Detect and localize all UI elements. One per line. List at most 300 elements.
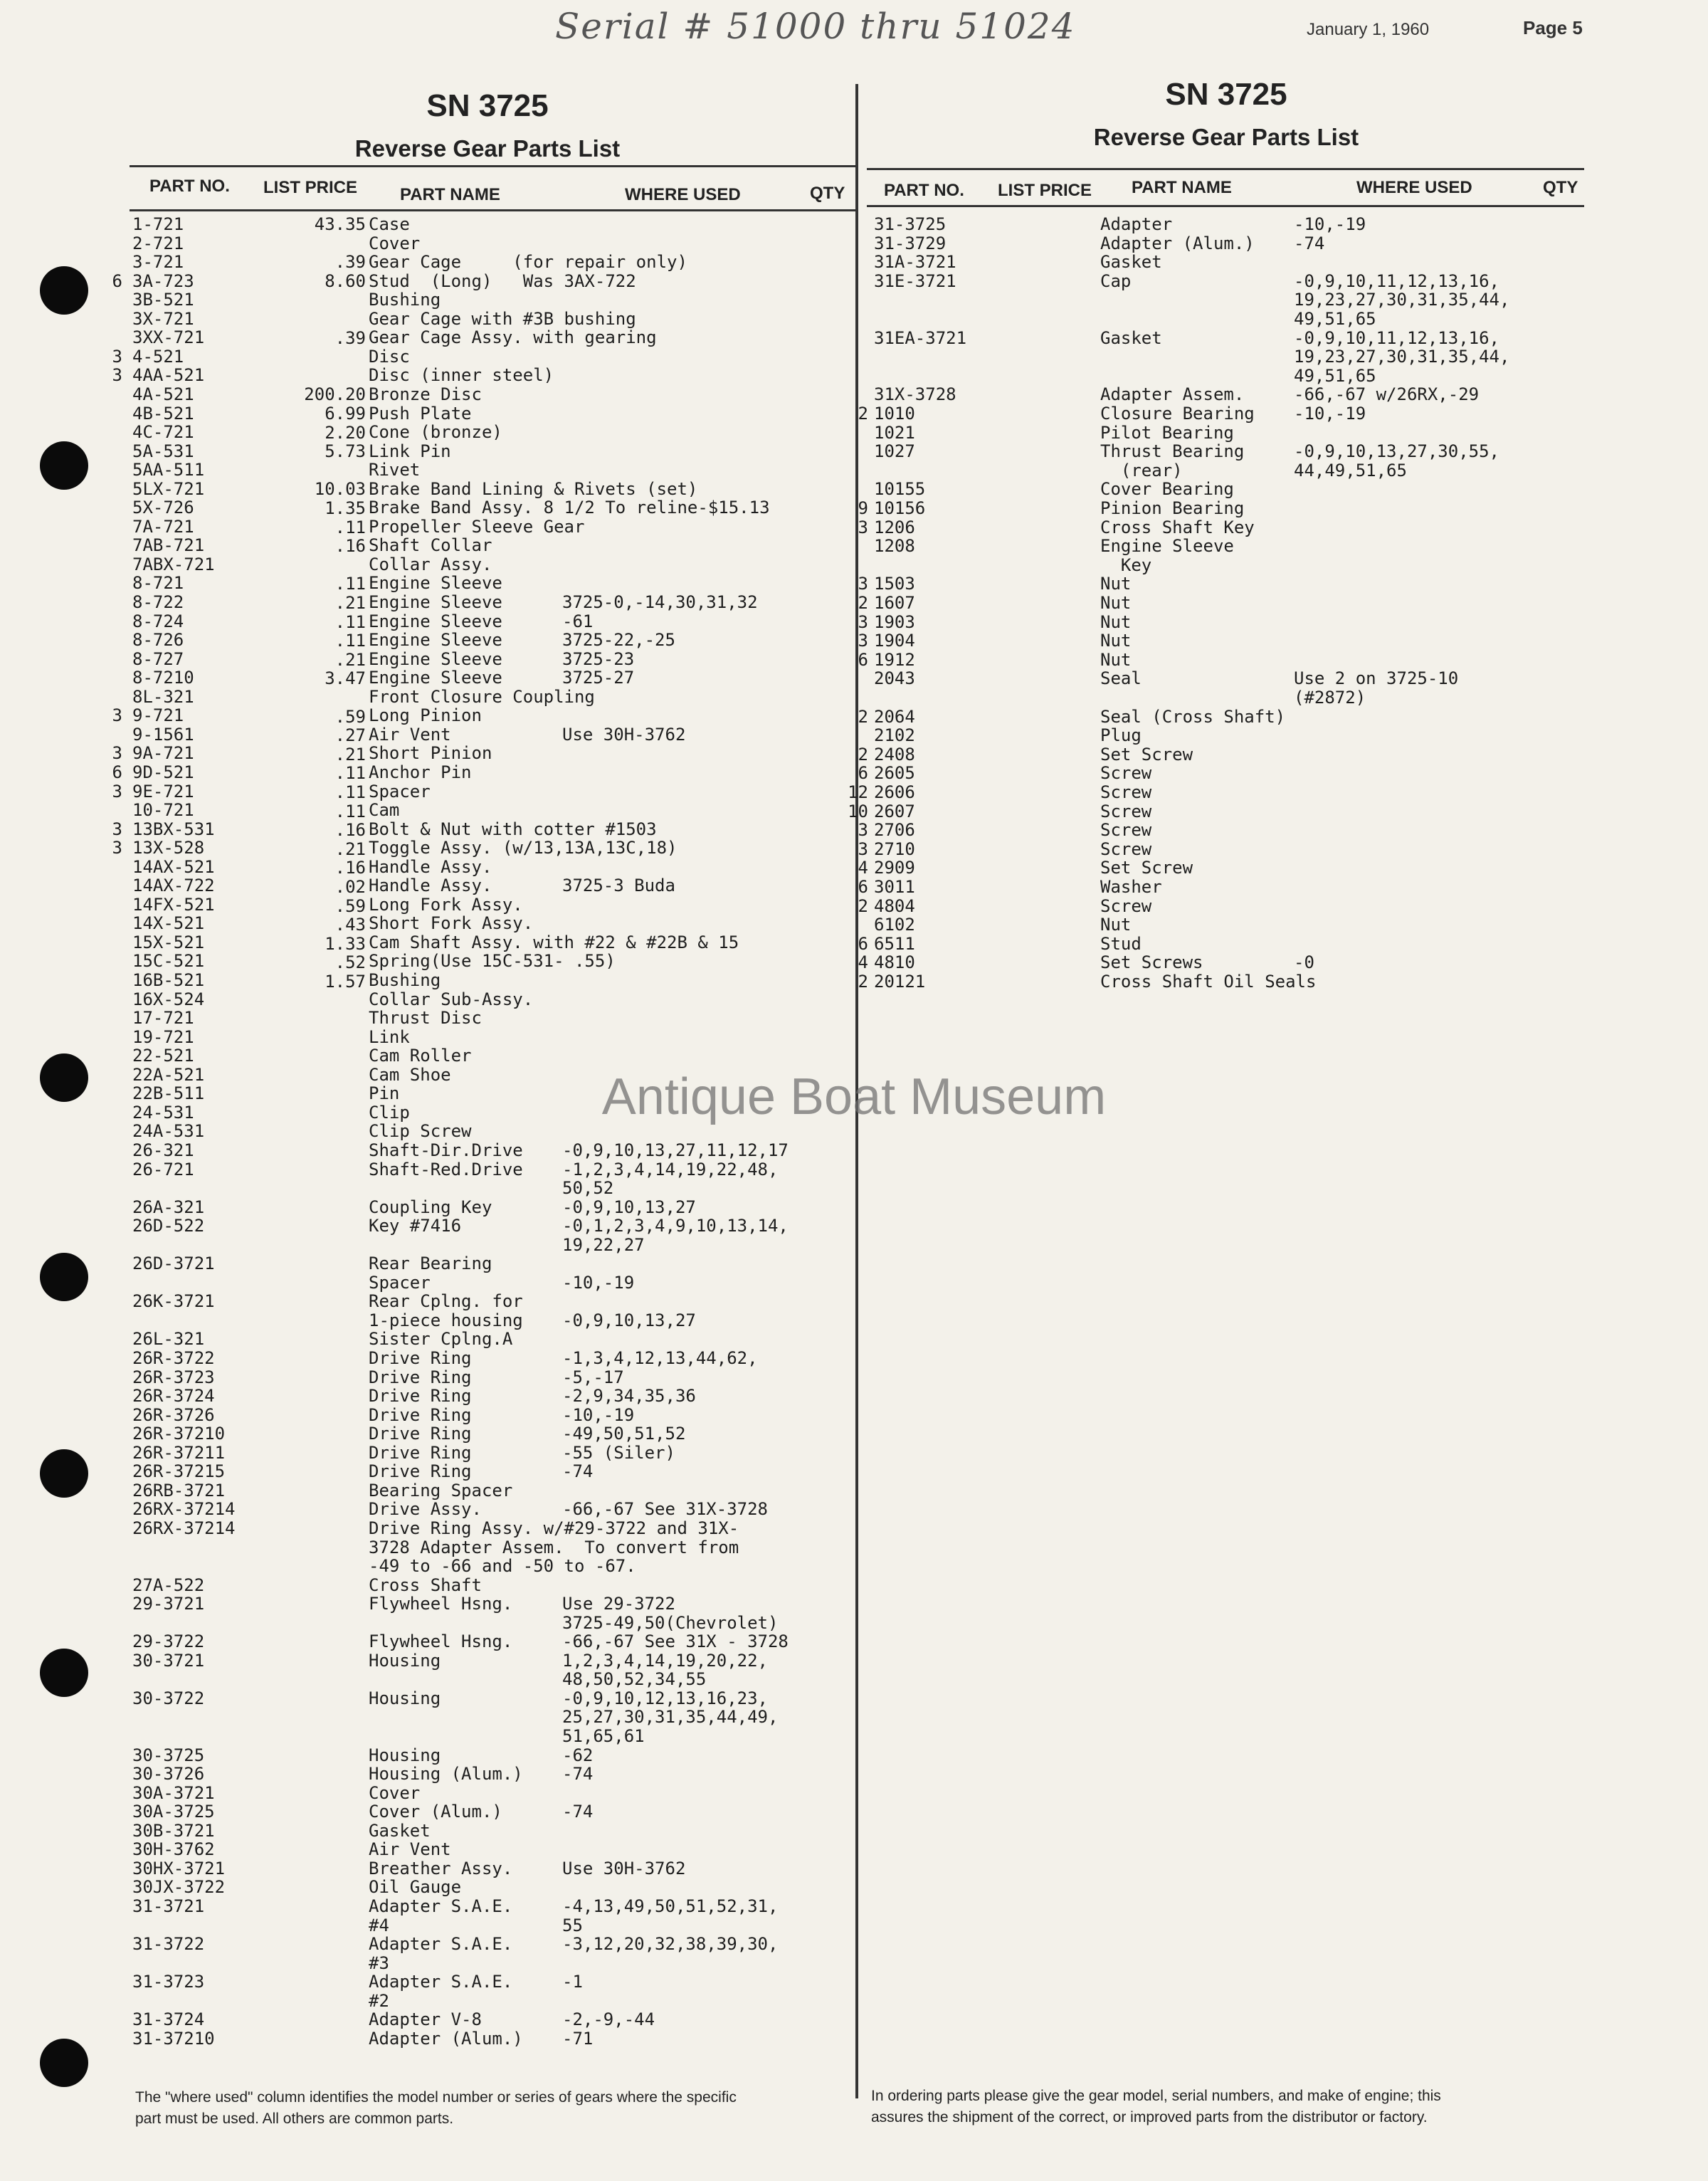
cell-part-no: 14AX-722 <box>132 876 215 896</box>
cell-list-price: .21 <box>334 649 366 670</box>
cell-part-no: 1208 <box>874 536 915 557</box>
cell-list-price: .16 <box>334 820 366 841</box>
cell-part-name: Key <box>1100 555 1152 575</box>
cell-part-no: 26-721 <box>132 1159 194 1179</box>
cell-part-no: 20121 <box>874 972 926 992</box>
cell-part-no: 22B-511 <box>132 1083 205 1104</box>
cell-part-no: 8-7210 <box>132 668 194 688</box>
cell-part-name: Screw <box>1100 801 1152 821</box>
cell-part-no: 1021 <box>874 422 915 443</box>
cell-part-name: Stud <box>1100 933 1142 954</box>
cell-part-no: 19-721 <box>132 1026 194 1047</box>
cell-list-price: .02 <box>334 877 366 897</box>
cell-part-name: Air Vent <box>369 724 451 745</box>
cell-part-name: Adapter S.A.E. <box>369 1896 513 1916</box>
cell-part-name: Key #7416 <box>369 1216 462 1236</box>
cell-where-used: -74 <box>1294 233 1325 253</box>
cell-part-name: Cover (Alum.) <box>369 1802 502 1822</box>
cell-part-no: 7AB-721 <box>132 535 205 556</box>
cell-where-used: 3725-3 Buda <box>562 876 675 896</box>
cell-part-no: 3B-521 <box>132 290 194 310</box>
cell-part-no: 26R-3726 <box>132 1404 215 1425</box>
cell-qty: 4 <box>858 858 868 878</box>
cell-where-used: -10,-19 <box>562 1404 635 1425</box>
cell-part-name: Drive Ring <box>369 1404 472 1425</box>
cell-list-price: .11 <box>334 763 366 784</box>
cell-part-no: 26-321 <box>132 1140 194 1160</box>
header-part-name: PART NAME <box>400 185 500 204</box>
cell-part-name: -49 to -66 and -50 to -67. <box>369 1556 636 1577</box>
cell-part-name: Spacer <box>369 1272 431 1293</box>
cell-part-name: Cross Shaft Key <box>1100 517 1255 537</box>
cell-where-used: -62 <box>562 1745 594 1765</box>
cell-part-name: Thrust Disc <box>369 1008 482 1029</box>
cell-part-name: Drive Ring <box>369 1461 472 1482</box>
cell-part-no: 1503 <box>874 574 915 594</box>
cell-qty: 3 <box>858 631 868 651</box>
cell-part-no: 2-721 <box>132 233 184 253</box>
left-list-subtitle: Reverse Gear Parts List <box>354 135 621 162</box>
cell-part-no: 31-3724 <box>132 2009 205 2030</box>
cell-part-name: Housing <box>369 1688 441 1708</box>
header-list-price: LIST PRICE <box>998 181 1092 200</box>
cell-list-price: .39 <box>334 327 366 348</box>
cell-part-name: Bushing <box>369 290 441 310</box>
cell-part-no: 10155 <box>874 479 926 500</box>
cell-part-no: 31-3721 <box>132 1896 205 1916</box>
cell-part-no: 2102 <box>874 725 915 746</box>
cell-part-name: Engine Sleeve <box>369 648 502 669</box>
cell-where-used: 55 <box>562 1915 583 1935</box>
binder-hole <box>40 1449 88 1498</box>
cell-part-name: Housing <box>369 1650 441 1671</box>
cell-part-no: 16B-521 <box>132 970 205 990</box>
cell-part-no: 8-724 <box>132 611 184 631</box>
cell-part-no: 9A-721 <box>132 743 194 764</box>
cell-part-name: Stud (Long) Was 3AX-722 <box>369 270 636 291</box>
cell-part-no: 6102 <box>874 915 915 935</box>
cell-part-name: Rear Bearing <box>369 1254 492 1274</box>
cell-part-name: Cam Roller <box>369 1046 472 1066</box>
cell-where-used: -3,12,20,32,38,39,30, <box>562 1934 779 1955</box>
cell-where-used: 51,65,61 <box>562 1726 645 1746</box>
cell-qty: 6 <box>858 763 868 784</box>
cell-part-name: Link Pin <box>369 441 451 461</box>
binder-hole <box>40 1649 88 1697</box>
cell-part-no: 14AX-521 <box>132 856 215 877</box>
cell-part-no: 31E-3721 <box>874 270 956 291</box>
cell-part-no: 24A-531 <box>132 1121 205 1142</box>
cell-part-name: Adapter (Alum.) <box>369 2028 523 2049</box>
cell-where-used: Use 29-3722 <box>562 1594 675 1614</box>
cell-qty: 3 <box>112 346 122 367</box>
cell-where-used: -0,9,10,11,12,13,16, <box>1294 270 1499 291</box>
cell-list-price: .59 <box>334 895 366 916</box>
cell-part-name: Bearing Spacer <box>369 1480 513 1501</box>
cell-part-no: 13X-528 <box>132 838 205 858</box>
cell-part-name: Drive Ring <box>369 1386 472 1407</box>
cell-part-no: 17-721 <box>132 1008 194 1029</box>
cell-part-no: 2064 <box>874 706 915 727</box>
cell-where-used: -74 <box>562 1802 594 1822</box>
cell-part-no: 15X-521 <box>132 932 205 952</box>
cell-part-name: Spacer <box>369 781 431 802</box>
cell-part-no: 31-37210 <box>132 2028 215 2049</box>
cell-part-name: Screw <box>1100 782 1152 802</box>
cell-part-no: 2710 <box>874 839 915 859</box>
cell-part-name: Gear Cage with #3B bushing <box>369 308 636 329</box>
cell-part-name: Gasket <box>1100 252 1162 273</box>
cell-where-used: -74 <box>562 1764 594 1785</box>
cell-qty: 2 <box>858 593 868 613</box>
cell-part-no: 29-3722 <box>132 1631 205 1652</box>
header-where-used: WHERE USED <box>625 185 741 204</box>
cell-part-name: Seal <box>1100 668 1142 689</box>
cell-part-name: Case <box>369 214 410 234</box>
cell-part-no: 5AA-511 <box>132 460 205 480</box>
binder-hole <box>40 266 88 315</box>
cell-part-name: Drive Ring <box>369 1442 472 1463</box>
cell-where-used: -4,13,49,50,51,52,31, <box>562 1896 779 1916</box>
cell-part-name: Screw <box>1100 895 1152 916</box>
cell-part-name: Gear Cage Assy. with gearing <box>369 327 657 348</box>
cell-where-used: -2,9,34,35,36 <box>562 1386 696 1407</box>
cell-part-no: 2909 <box>874 858 915 878</box>
cell-part-name: Cam Shoe <box>369 1064 451 1085</box>
cell-where-used: 1,2,3,4,14,19,20,22, <box>562 1650 768 1671</box>
cell-where-used: -66,-67 See 31X - 3728 <box>562 1631 789 1652</box>
cell-qty: 3 <box>112 838 122 858</box>
cell-part-name: Drive Ring <box>369 1424 472 1444</box>
cell-where-used: -0,9,10,11,12,13,16, <box>1294 327 1499 348</box>
cell-part-no: 8-727 <box>132 648 184 669</box>
cell-part-no: 26R-37211 <box>132 1442 226 1463</box>
cell-list-price: 3.47 <box>325 668 366 689</box>
cell-list-price: .59 <box>334 706 366 727</box>
cell-part-name: Drive Ring <box>369 1367 472 1387</box>
cell-qty: 6 <box>858 933 868 954</box>
cell-where-used: -55 (Siler) <box>562 1442 675 1463</box>
left-model-title: SN 3725 <box>426 88 549 123</box>
cell-part-no: 31-3729 <box>874 233 947 253</box>
cell-part-no: 2605 <box>874 763 915 784</box>
cell-part-name: Cross Shaft Oil Seals <box>1100 972 1317 992</box>
cell-part-name: #4 <box>369 1915 389 1935</box>
cell-part-name: Disc <box>369 346 410 367</box>
cell-part-no: 3A-723 <box>132 270 194 291</box>
cell-part-name: Set Screw <box>1100 744 1193 764</box>
cell-where-used: -0,9,10,13,27 <box>562 1197 696 1217</box>
cell-part-name: Washer <box>1100 877 1162 897</box>
cell-part-name: Shaft-Red.Drive <box>369 1159 523 1179</box>
cell-part-name: Engine Sleeve <box>369 611 502 631</box>
cell-part-no: 1206 <box>874 517 915 537</box>
cell-part-no: 13BX-531 <box>132 819 215 839</box>
cell-qty: 6 <box>112 762 122 782</box>
cell-part-name: Handle Assy. <box>369 856 492 877</box>
cell-qty: 6 <box>112 270 122 291</box>
cell-part-name: Coupling Key <box>369 1197 492 1217</box>
cell-part-name: Nut <box>1100 631 1132 651</box>
cell-list-price: .11 <box>334 631 366 651</box>
cell-part-no: 31X-3728 <box>874 384 956 405</box>
cell-qty: 3 <box>112 705 122 726</box>
cell-part-no: 3-721 <box>132 252 184 273</box>
cell-part-no: 30-3722 <box>132 1688 205 1708</box>
cell-part-name: Cross Shaft <box>369 1575 482 1595</box>
cell-part-no: 30JX-3722 <box>132 1877 226 1898</box>
cell-part-no: 30HX-3721 <box>132 1858 226 1878</box>
cell-part-no: 2043 <box>874 668 915 689</box>
cell-where-used: (#2872) <box>1294 688 1366 708</box>
cell-part-no: 31-3723 <box>132 1972 205 1992</box>
cell-part-name: Short Fork Assy. <box>369 913 534 934</box>
cell-part-name: Engine Sleeve <box>369 592 502 612</box>
cell-part-name: Gear Cage (for repair only) <box>369 252 687 273</box>
cell-where-used: -0 <box>1294 952 1314 973</box>
cell-qty: 9 <box>858 498 868 518</box>
cell-part-no: 8-721 <box>132 573 184 594</box>
cell-list-price: .52 <box>334 952 366 973</box>
cell-part-no: 31-3722 <box>132 1934 205 1955</box>
header-top-rule <box>867 168 1584 170</box>
cell-where-used: -66,-67 See 31X-3728 <box>562 1499 768 1520</box>
cell-part-name: Clip Screw <box>369 1121 472 1142</box>
cell-where-used: 19,23,27,30,31,35,44, <box>1294 290 1510 310</box>
cell-part-no: 1903 <box>874 611 915 632</box>
cell-part-no: 30A-3721 <box>132 1782 215 1803</box>
cell-part-name: Bolt & Nut with cotter #1503 <box>369 819 657 839</box>
cell-part-name: Bushing <box>369 970 441 990</box>
cell-where-used: -66,-67 w/26RX,-29 <box>1294 384 1480 405</box>
cell-part-no: 2607 <box>874 801 915 821</box>
cell-part-no: 1904 <box>874 631 915 651</box>
cell-part-name: Nut <box>1100 649 1132 670</box>
cell-part-name: Drive Ring Assy. w/#29-3722 and 31X- <box>369 1518 739 1538</box>
cell-part-no: 4810 <box>874 952 915 973</box>
cell-part-no: 2408 <box>874 744 915 764</box>
cell-where-used: -0,1,2,3,4,9,10,13,14, <box>562 1216 789 1236</box>
cell-part-no: 15C-521 <box>132 951 205 972</box>
cell-part-no: 30H-3762 <box>132 1839 215 1860</box>
cell-part-no: 7A-721 <box>132 516 194 537</box>
cell-part-no: 26L-321 <box>132 1329 205 1350</box>
cell-qty: 6 <box>858 877 868 897</box>
cell-part-no: 26R-3724 <box>132 1386 215 1407</box>
cell-qty: 12 <box>848 782 868 802</box>
cell-part-name: Link <box>369 1026 410 1047</box>
cell-qty: 3 <box>112 781 122 802</box>
cell-part-name: Adapter <box>1100 214 1173 234</box>
cell-part-name: Drive Assy. <box>369 1499 482 1520</box>
cell-part-no: 31-3725 <box>874 214 947 234</box>
cell-part-name: Collar Assy. <box>369 554 492 574</box>
cell-part-name: Shaft Collar <box>369 535 492 556</box>
cell-part-no: 14FX-521 <box>132 894 215 915</box>
cell-list-price: 1.57 <box>325 972 366 992</box>
cell-part-no: 8-726 <box>132 630 184 651</box>
cell-part-name: Adapter Assem. <box>1100 384 1245 405</box>
cell-list-price: .39 <box>334 252 366 273</box>
cell-part-name: Screw <box>1100 763 1152 784</box>
cell-part-name: Engine Sleeve <box>369 573 502 594</box>
cell-part-no: 8-722 <box>132 592 184 612</box>
cell-list-price: .27 <box>334 725 366 746</box>
cell-qty: 2 <box>858 895 868 916</box>
right-model-title: SN 3725 <box>1165 77 1287 112</box>
cell-part-no: 3011 <box>874 877 915 897</box>
cell-where-used: 3725-27 <box>562 668 635 688</box>
cell-where-used: -1 <box>562 1972 583 1992</box>
cell-part-no: 22-521 <box>132 1046 194 1066</box>
binder-hole <box>40 2039 88 2087</box>
header-part-no: PART NO. <box>149 177 230 196</box>
cell-part-name: Flywheel Hsng. <box>369 1631 513 1652</box>
cell-part-no: 10156 <box>874 498 926 518</box>
cell-where-used: -71 <box>562 2028 594 2049</box>
cell-part-no: 27A-522 <box>132 1575 205 1595</box>
cell-part-no: 31EA-3721 <box>874 327 967 348</box>
cell-part-name: Breather Assy. <box>369 1858 513 1878</box>
cell-part-name: Air Vent <box>369 1839 451 1860</box>
cell-part-no: 7ABX-721 <box>132 554 215 574</box>
cell-list-price: .21 <box>334 839 366 859</box>
cell-part-name: Long Fork Assy. <box>369 894 523 915</box>
cell-list-price: 1.33 <box>325 933 366 954</box>
cell-part-no: 9D-521 <box>132 762 194 782</box>
header-bottom-rule <box>867 205 1584 207</box>
cell-part-no: 30-3721 <box>132 1650 205 1671</box>
cell-part-no: 5A-531 <box>132 441 194 461</box>
cell-part-name: Brake Band Assy. 8 1/2 To reline-$15.13 <box>369 498 770 518</box>
cell-part-name: Shaft-Dir.Drive <box>369 1140 523 1160</box>
cell-part-name: Adapter S.A.E. <box>369 1934 513 1955</box>
cell-qty: 3 <box>858 517 868 537</box>
cell-part-name: Adapter (Alum.) <box>1100 233 1255 253</box>
cell-where-used: -0,9,10,12,13,16,23, <box>562 1688 768 1708</box>
cell-part-name: Nut <box>1100 611 1132 632</box>
cell-part-name: Gasket <box>369 1820 431 1841</box>
cell-where-used: -0,9,10,13,27 <box>562 1310 696 1330</box>
cell-where-used: 3725-49,50(Chevrolet) <box>562 1612 779 1633</box>
binder-hole <box>40 1253 88 1301</box>
cell-part-name: Adapter S.A.E. <box>369 1972 513 1992</box>
header-part-name: PART NAME <box>1132 178 1232 197</box>
cell-list-price: .11 <box>334 782 366 802</box>
cell-part-name: Handle Assy. <box>369 876 492 896</box>
cell-list-price: .11 <box>334 611 366 632</box>
cell-part-name: Cover <box>369 233 421 253</box>
cell-part-no: 30B-3721 <box>132 1820 215 1841</box>
cell-part-name: Pilot Bearing <box>1100 422 1234 443</box>
cell-part-name: Screw <box>1100 820 1152 841</box>
cell-part-name: Long Pinion <box>369 705 482 726</box>
cell-part-name: Pin <box>369 1083 400 1104</box>
cell-part-name: 1-piece housing <box>369 1310 523 1330</box>
cell-part-name: Cover Bearing <box>1100 479 1234 500</box>
cell-where-used: -74 <box>562 1461 594 1482</box>
cell-part-name: Adapter V-8 <box>369 2009 482 2030</box>
cell-part-no: 14X-521 <box>132 913 205 934</box>
cell-part-name: Rivet <box>369 460 421 480</box>
cell-part-no: 3X-721 <box>132 308 194 329</box>
cell-where-used: 19,22,27 <box>562 1234 645 1255</box>
cell-where-used: Use 2 on 3725-10 <box>1294 668 1459 689</box>
cell-part-name: Toggle Assy. (w/13,13A,13C,18) <box>369 838 678 858</box>
cell-part-name: Cam Shaft Assy. with #22 & #22B & 15 <box>369 932 739 952</box>
cell-part-no: 9-1561 <box>132 724 194 745</box>
cell-part-no: 8L-321 <box>132 686 194 707</box>
cell-qty: 3 <box>858 839 868 859</box>
cell-part-no: 31A-3721 <box>874 252 956 273</box>
date-label: January 1, 1960 <box>1307 20 1430 39</box>
cell-where-used: 25,27,30,31,35,44,49, <box>562 1707 779 1728</box>
cell-part-name: Cam <box>369 800 400 821</box>
cell-part-no: 3XX-721 <box>132 327 205 348</box>
cell-qty: 3 <box>112 365 122 386</box>
cell-qty: 3 <box>112 819 122 839</box>
cell-list-price: 6.99 <box>325 404 366 424</box>
cell-part-no: 26RX-37214 <box>132 1499 236 1520</box>
cell-where-used: 3725-22,-25 <box>562 630 675 651</box>
cell-qty: 3 <box>858 611 868 632</box>
cell-part-name: 3728 Adapter Assem. To convert from <box>369 1537 739 1557</box>
cell-qty: 2 <box>858 972 868 992</box>
cell-part-no: 26RB-3721 <box>132 1480 226 1501</box>
cell-part-no: 1912 <box>874 649 915 670</box>
cell-where-used: 3725-0,-14,30,31,32 <box>562 592 758 612</box>
header-part-no: PART NO. <box>884 181 964 200</box>
cell-where-used: 49,51,65 <box>1294 365 1376 386</box>
header-qty: QTY <box>1543 178 1578 197</box>
cell-part-name: #3 <box>369 1953 389 1973</box>
cell-list-price: 1.35 <box>325 498 366 518</box>
cell-part-name: Engine Sleeve <box>1100 536 1234 557</box>
cell-part-no: 26A-321 <box>132 1197 205 1217</box>
cell-part-no: 4AA-521 <box>132 365 205 386</box>
cell-part-name: Nut <box>1100 593 1132 613</box>
cell-list-price: 200.20 <box>304 384 366 405</box>
cell-part-no: 4-521 <box>132 346 184 367</box>
cell-part-name: Engine Sleeve <box>369 630 502 651</box>
cell-part-name: Gasket <box>1100 327 1162 348</box>
cell-list-price: 10.03 <box>314 479 366 500</box>
cell-part-no: 24-531 <box>132 1102 194 1123</box>
cell-part-name: Bronze Disc <box>369 384 482 404</box>
cell-part-no: 4804 <box>874 895 915 916</box>
cell-qty: 10 <box>848 801 868 821</box>
cell-where-used: 44,49,51,65 <box>1294 460 1407 480</box>
cell-part-name: Cone (bronze) <box>369 422 502 443</box>
cell-where-used: 3725-23 <box>562 648 635 669</box>
cell-part-no: 1-721 <box>132 214 184 234</box>
cell-part-name: Closure Bearing <box>1100 404 1255 424</box>
cell-part-name: Housing (Alum.) <box>369 1764 523 1785</box>
cell-part-name: Cover <box>369 1782 421 1803</box>
cell-part-name: Clip <box>369 1102 410 1123</box>
header-qty: QTY <box>810 184 845 203</box>
handwritten-serial-note: Serial # 51000 thru 51024 <box>555 6 1076 47</box>
cell-part-name: Nut <box>1100 915 1132 935</box>
cell-part-no: 26D-3721 <box>132 1254 215 1274</box>
cell-part-name: Seal (Cross Shaft) <box>1100 706 1286 727</box>
cell-where-used: -10,-19 <box>1294 214 1366 234</box>
cell-qty: 2 <box>858 744 868 764</box>
cell-part-name: Nut <box>1100 574 1132 594</box>
right-footnote: In ordering parts please give the gear model, serial numbers, and make of engine; this assures the shipment of the correct, or improved parts from the distributor or factory. <box>871 2088 1441 2125</box>
cell-where-used: -10,-19 <box>1294 404 1366 424</box>
museum-watermark: Antique Boat Museum <box>601 1068 1107 1125</box>
